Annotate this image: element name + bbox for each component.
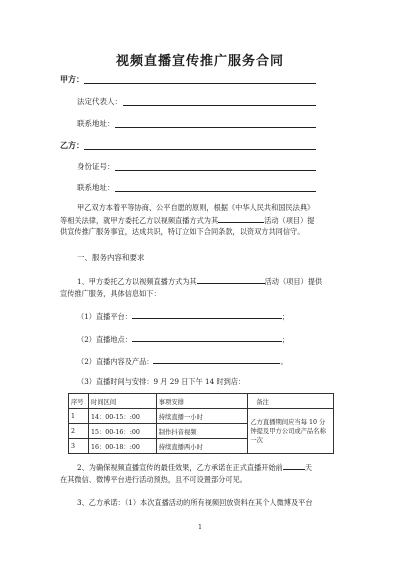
item-2-line-2: 在其微信、微博平台进行活动预热，且不可设置部分可见。 xyxy=(60,475,247,484)
party-a-addr-blank xyxy=(115,127,316,128)
content-label: （2）直播内容及产品： xyxy=(77,357,154,366)
party-b-blank xyxy=(84,149,316,150)
item-2-line-1-b: 天 xyxy=(304,463,313,472)
row-no: 3 xyxy=(69,439,89,454)
platform-blank xyxy=(132,310,282,319)
party-b-id-blank xyxy=(115,170,316,171)
row-note: 乙方直播期间应当每 10 分钟提及甲方公司或产品名称一次 xyxy=(248,409,334,454)
schedule-table xyxy=(68,393,334,454)
header-no: 序号 xyxy=(69,394,89,409)
item-1-activity-blank xyxy=(197,275,265,284)
header-time: 时间区间 xyxy=(88,394,156,409)
location-label: （2）直播地点： xyxy=(77,335,132,344)
platform-item xyxy=(77,310,289,322)
row-no: 1 xyxy=(69,409,89,424)
intro-line-2-a: 等相关法律，就甲方委托乙方以视频直播方式为其 xyxy=(60,216,219,225)
row-task: 持续直播两小时 xyxy=(156,439,248,454)
content-blank xyxy=(153,355,280,364)
row-time: 16：00-18：:00 xyxy=(88,439,156,454)
location-item xyxy=(77,333,289,345)
intro-activity-blank xyxy=(218,214,264,223)
row-time: 14：00-15：:00 xyxy=(88,409,156,424)
schedule-line: （3）直播时间与安排：9 月 29 日下午 14 时到店： xyxy=(77,377,246,386)
party-a-blank xyxy=(84,83,316,84)
intro-line-1: 甲乙双方本着平等协商、公平自愿的原则，根据《中华人民共和国民法典》 xyxy=(77,203,315,212)
header-note: 备注 xyxy=(248,394,334,409)
party-b-label: 乙方： xyxy=(60,141,84,150)
content-end: 。 xyxy=(280,357,288,366)
row-time: 15：00-16：:00 xyxy=(88,424,156,439)
party-a-addr-label: 联系地址： xyxy=(77,119,115,128)
party-a-rep-label: 法定代表人： xyxy=(77,97,122,106)
intro-line-2-b: 活动（项目）提 xyxy=(264,216,315,225)
intro-line-3: 供宣传推广服务事宜，达成共识，特订立如下合同条款，以资双方共同信守。 xyxy=(60,227,305,236)
item-1-line-1-a: 1、甲方委托乙方以视频直播方式为其 xyxy=(77,277,197,286)
item-2-line-1 xyxy=(77,461,312,474)
party-a-rep-blank xyxy=(123,105,316,106)
section-1-heading: 一、服务内容和要求 xyxy=(77,253,145,262)
page-number: 1 xyxy=(198,524,202,531)
item-1-line-2: 宣传推广服务，具体信息如下： xyxy=(60,289,161,298)
platform-end: ； xyxy=(281,312,290,321)
party-b-addr-label: 联系地址： xyxy=(77,183,115,192)
platform-label: （1）直播平台： xyxy=(77,312,132,321)
item-3-line-1: 3、乙方承诺：（1）本次直播活动的所有视频回放资料在其个人微博及平台 xyxy=(77,498,313,507)
item-2-line-1-a: 2、为确保视频直播宣传的最佳效果，乙方承诺在正式直播开始前 xyxy=(77,463,283,472)
header-task: 事项安排 xyxy=(156,394,248,409)
item-1-line-1-b: 活动（项目）提供 xyxy=(264,277,323,286)
location-end: ； xyxy=(281,335,290,344)
content-item xyxy=(77,355,288,367)
party-b-addr-blank xyxy=(115,191,316,192)
table-row xyxy=(69,409,334,424)
location-blank xyxy=(132,333,282,342)
row-task: 持续直播一小时 xyxy=(156,409,248,424)
item-2-days-blank xyxy=(283,461,305,470)
party-b-id-label: 身份证号： xyxy=(77,162,115,171)
document-title: 视频直播宣传推广服务合同 xyxy=(115,54,284,69)
table-header-row xyxy=(69,394,334,409)
row-task: 制作抖音视频 xyxy=(156,424,248,439)
item-1-line-1 xyxy=(77,275,322,288)
party-a-label: 甲方： xyxy=(60,75,84,84)
row-no: 2 xyxy=(69,424,89,439)
